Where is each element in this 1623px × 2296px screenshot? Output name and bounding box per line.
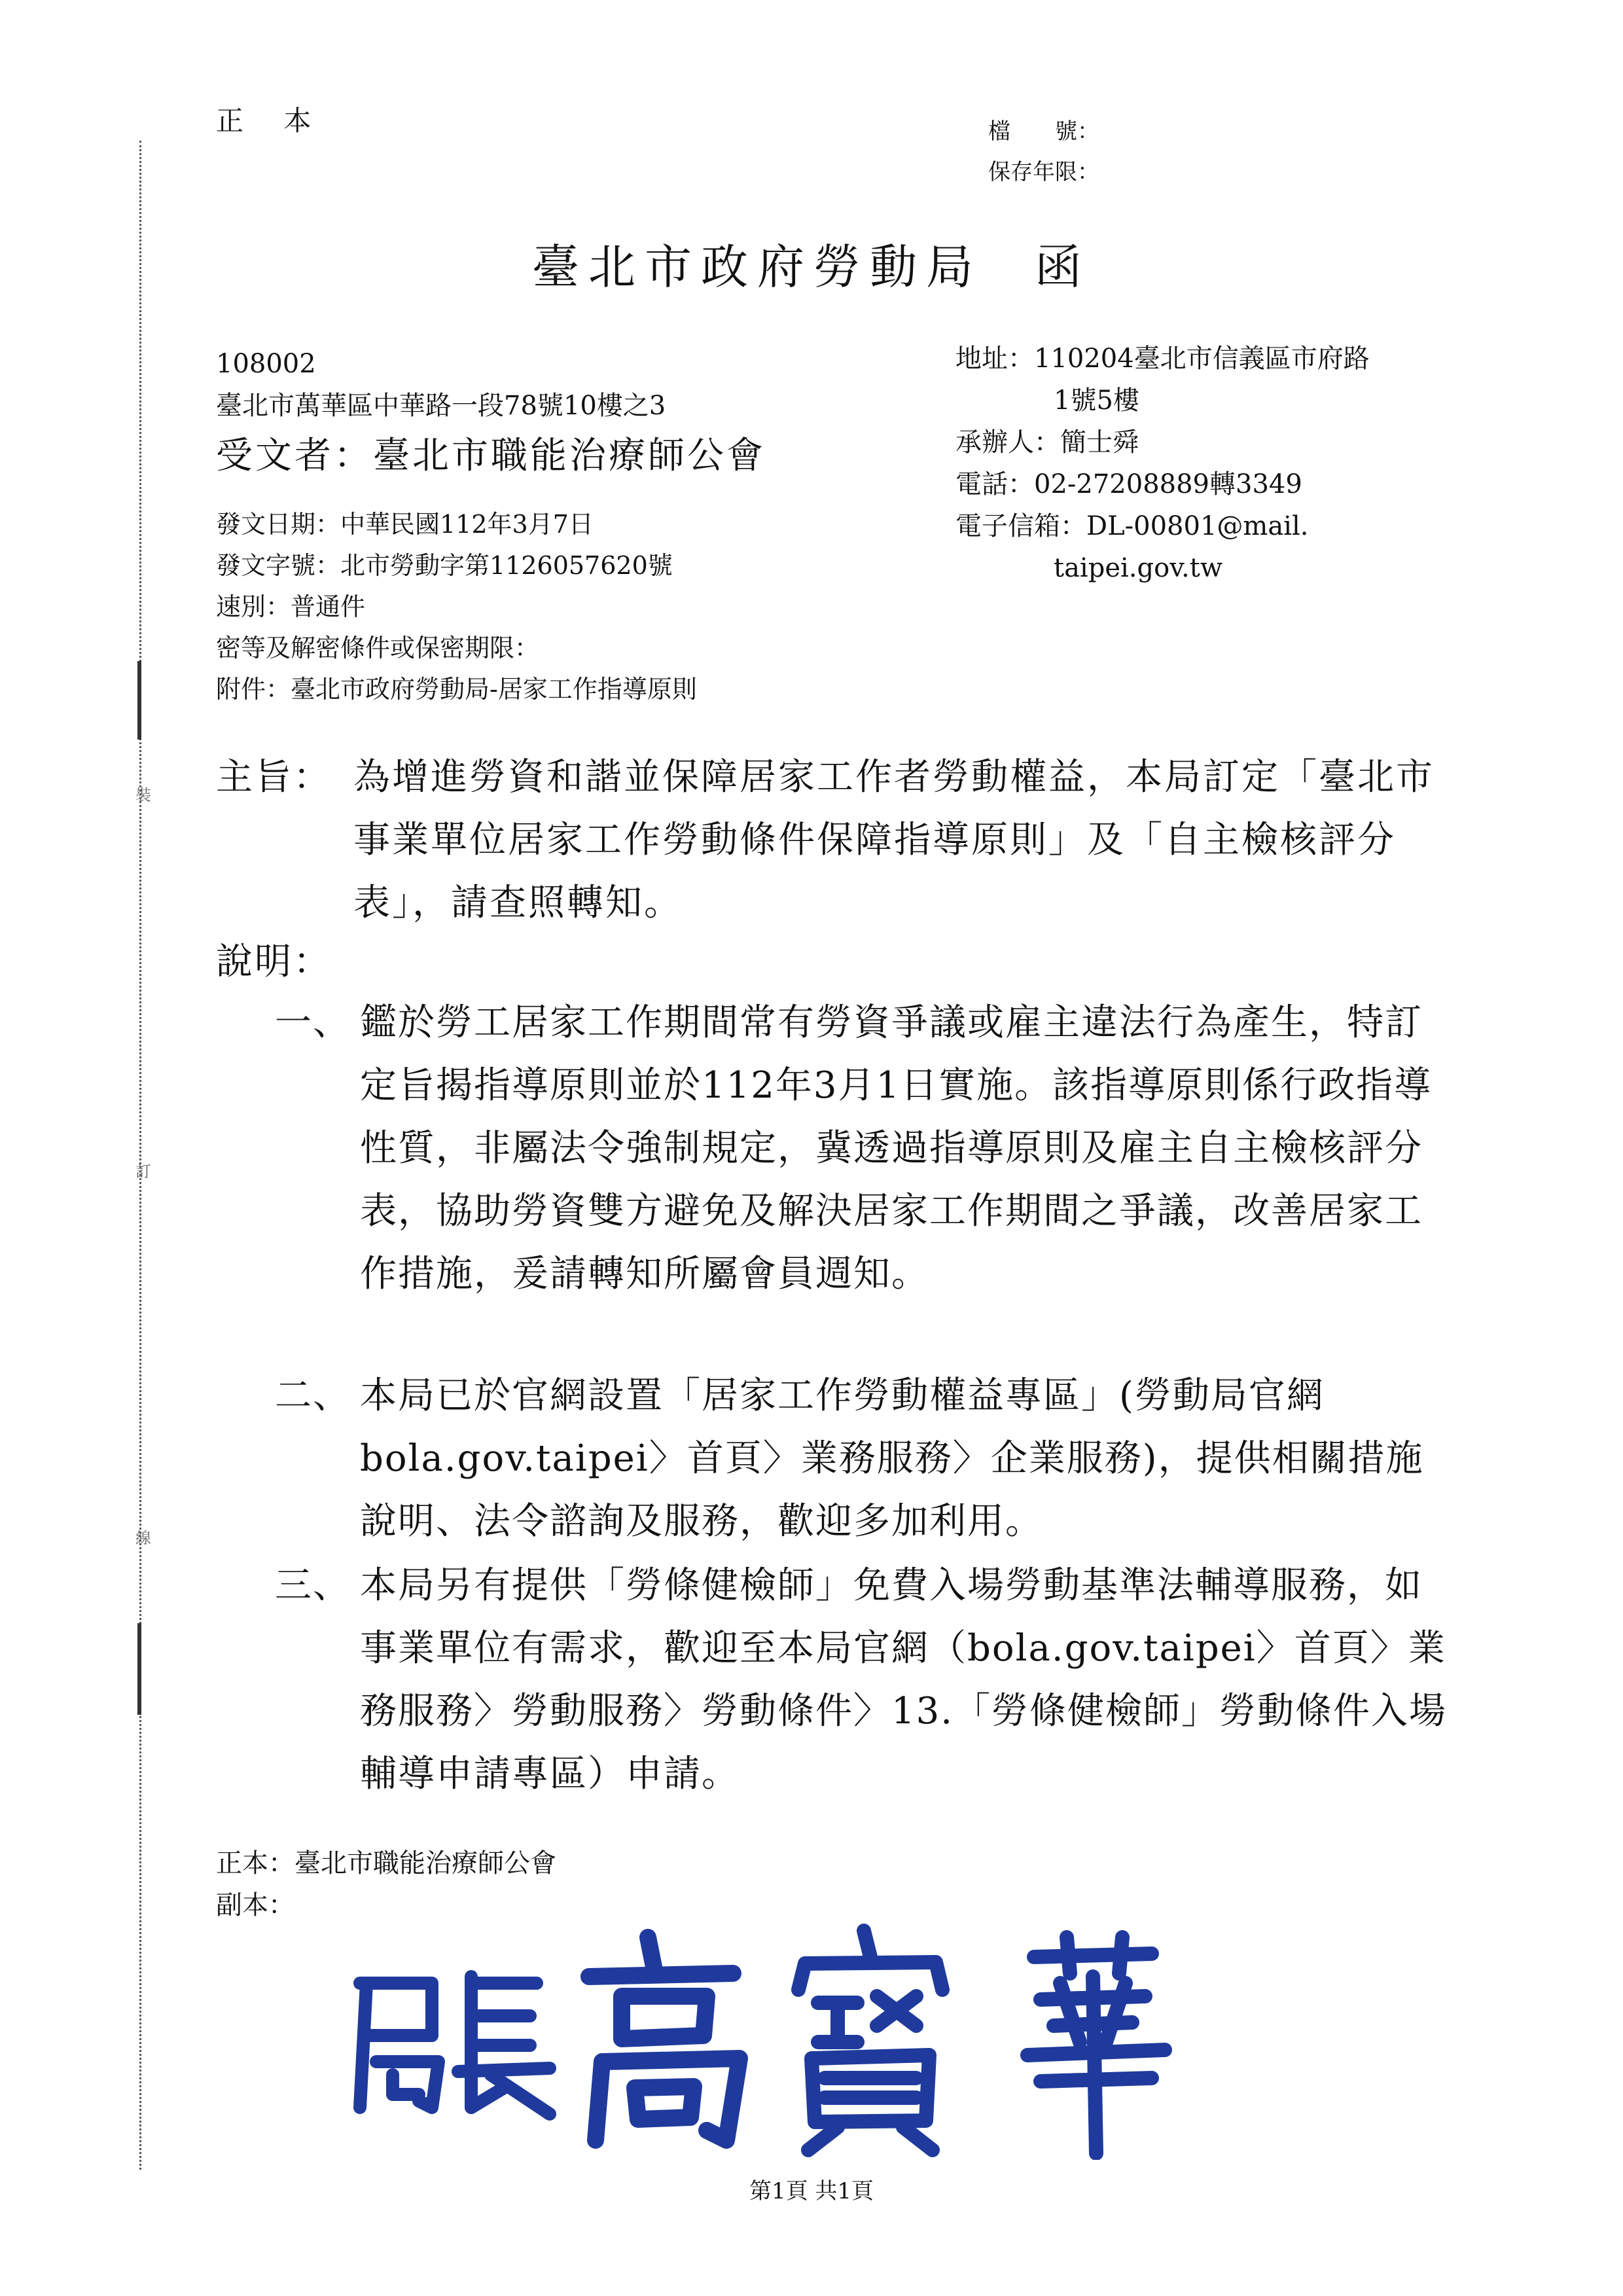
original-copy-to: 正本：臺北市職能治療師公會 [216,1848,556,1878]
phone-number: 電話：02-27208889轉3349 [955,469,1302,499]
sender-info-block [955,338,1370,589]
page-number: 第1頁 共1頁 [749,2178,874,2204]
item-number: 一、 [275,1001,351,1044]
description-label: 說明： [216,941,332,983]
document-type: 函 [1035,240,1092,295]
document-meta [216,504,697,710]
subject-text: 為增進勞資和諧並保障居家工作者勞動權益，本局訂定「臺北市事業單位居家工作勞動條件保障指導原則」及「自主檢核評分表」，請查照轉知。 [353,756,1435,924]
item-number: 三、 [275,1564,351,1607]
attachment: 附件：臺北市政府勞動局-居家工作指導原則 [216,675,697,704]
carbon-copy-to: 副本： [216,1890,294,1920]
file-number-label: 檔 號： [988,118,1099,145]
issuing-agency: 臺北市政府勞動局 [531,240,982,295]
binding-mark-2: 訂 [135,1162,151,1181]
delivery-speed: 速別：普通件 [216,592,366,621]
email-cont: taipei.gov.tw [1054,553,1223,583]
classification: 密等及解密條件或保密期限： [216,634,540,662]
recipient-postal-code: 108002 [216,349,316,379]
binding-mark-3: 線 [135,1529,151,1547]
email: 電子信箱：DL-00801@mail. [955,511,1309,541]
binding-mark-1: 裝 [135,786,151,804]
document-number: 發文字號：北市勞動字第1126057620號 [216,551,673,580]
item-text: 本局另有提供「勞條健檢師」免費入場勞動基準法輔導服務，如事業單位有需求，歡迎至本局官網（bola.gov.taipei〉首頁〉業務服務〉勞動服務〉勞動條件〉13.「勞條健檢師」勞動條件入場輔導申請專區）申請。 [360,1564,1448,1795]
file-info [988,111,1099,192]
binding-bar [137,1623,141,1715]
subject-label: 主旨： [216,756,332,798]
document-title [0,229,1623,297]
director-signature-stamp [340,1911,1191,2160]
sender-address: 地址：110204臺北市信義區市府路 [955,344,1370,374]
item-text: 本局已於官網設置「居家工作勞動權益專區」(勞動局官網bola.gov.taipei〉首頁〉業務服務〉企業服務)，提供相關措施說明、法令諮詢及服務，歡迎多加利用。 [360,1374,1424,1543]
recipient-address-block [216,343,666,427]
contact-person: 承辦人：簡士舜 [955,427,1139,457]
issue-date: 發文日期：中華民國112年3月7日 [216,510,594,539]
binding-line [139,141,141,2170]
recipient: 受文者：臺北市職能治療師公會 [216,435,766,477]
item-number: 二、 [275,1374,351,1417]
copy-type-label: 正 本 [216,105,327,137]
retention-period-label: 保存年限： [988,159,1099,185]
sender-address-cont: 1號5樓 [1054,386,1139,416]
recipient-address: 臺北市萬華區中華路一段78號10樓之3 [216,391,666,421]
binding-bar [137,661,141,740]
item-text: 鑑於勞工居家工作期間常有勞資爭議或雇主違法行為產生，特訂定旨揭指導原則並於112年3月1日實施。該指導原則係行政指導性質，非屬法令強制規定，冀透過指導原則及雇主自主檢核評分表，協助勞資雙方避免及解決居家工作期間之爭議，改善居家工作措施，爰請轉知所屬會員週知。 [360,1001,1433,1295]
